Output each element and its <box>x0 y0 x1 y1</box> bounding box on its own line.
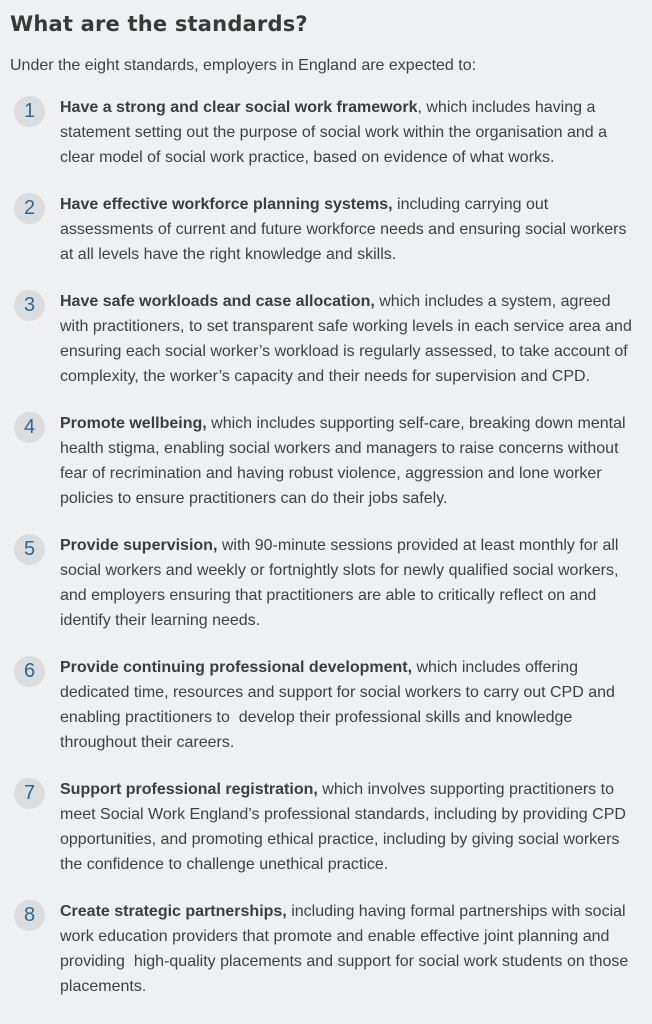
standard-lead: Have effective workforce planning systems, <box>60 196 393 213</box>
standard-number-badge: 2 <box>14 193 45 224</box>
standard-rest: which includes offering dedicated time, resources and support for social workers to carry out CPD and enabling practitioners to develop their professional skills and knowledge throughout their careers. <box>60 659 620 751</box>
standard-text <box>60 192 638 267</box>
standard-text <box>60 289 638 389</box>
standard-number-badge: 8 <box>14 900 45 931</box>
standard-number-badge: 4 <box>14 412 45 443</box>
standard-lead: Support professional registration, <box>60 781 318 798</box>
standard-text <box>60 533 638 633</box>
standard-rest: with 90-minute sessions provided at least monthly for all social workers and weekly or fortnightly slots for newly qualified social workers, and employers ensuring that practitioners are able to critically reflect on and identify their learning needs. <box>60 537 623 629</box>
standard-item-7 <box>10 777 638 877</box>
standard-lead: Have safe workloads and case allocation, <box>60 293 375 310</box>
standard-text <box>60 899 638 999</box>
standard-text <box>60 95 638 170</box>
standard-item-6 <box>10 655 638 755</box>
standard-lead: Promote wellbeing, <box>60 415 207 432</box>
standard-item-3 <box>10 289 638 389</box>
standard-item-4 <box>10 411 638 511</box>
standard-rest: , which includes having a statement setting out the purpose of social work within the organisation and a clear model of social work practice, based on evidence of what works. <box>60 99 612 166</box>
standard-text <box>60 655 638 755</box>
standard-rest: which includes supporting self-care, breaking down mental health stigma, enabling social workers and managers to raise concerns without fear of recrimination and having robust violence, aggression and lone worker policies to ensure practitioners can do their jobs safely. <box>60 415 631 507</box>
standard-lead: Provide supervision, <box>60 537 218 554</box>
standard-lead: Create strategic partnerships, <box>60 903 287 920</box>
standard-number-badge: 7 <box>14 778 45 809</box>
standard-rest: including having formal partnerships with social work education providers that promote and enable effective joint planning and providing high-quality placements and support for social work students on those placements. <box>60 903 633 995</box>
standard-lead: Provide continuing professional development, <box>60 659 413 676</box>
standard-rest: which includes a system, agreed with practitioners, to set transparent safe working levels in each service area and ensuring each social worker’s workload is regularly assessed, to take account of complexity, the worker’s capacity and their needs for supervision and CPD. <box>60 293 637 385</box>
standard-item-1 <box>10 95 638 170</box>
standard-text <box>60 411 638 511</box>
standard-rest: including carrying out assessments of current and future workforce needs and ensuring social workers at all levels have the right knowledge and skills. <box>60 196 631 263</box>
standard-number-badge: 1 <box>14 96 45 127</box>
standard-lead: Have a strong and clear social work framework <box>60 99 418 116</box>
standard-number-badge: 6 <box>14 656 45 687</box>
standards-list <box>10 95 638 999</box>
intro-text: Under the eight standards, employers in England are expected to: <box>10 57 477 74</box>
standard-number-badge: 5 <box>14 534 45 565</box>
standard-number-badge: 3 <box>14 290 45 321</box>
standard-item-8 <box>10 899 638 999</box>
standard-item-5 <box>10 533 638 633</box>
page-title: What are the standards? <box>10 12 308 36</box>
standard-item-2 <box>10 192 638 267</box>
standard-rest: which involves supporting practitioners to meet Social Work England’s professional standards, including by providing CPD opportunities, and promoting ethical practice, including by giving social workers the confidence to challenge unethical practice. <box>60 781 631 873</box>
standard-text <box>60 777 638 877</box>
